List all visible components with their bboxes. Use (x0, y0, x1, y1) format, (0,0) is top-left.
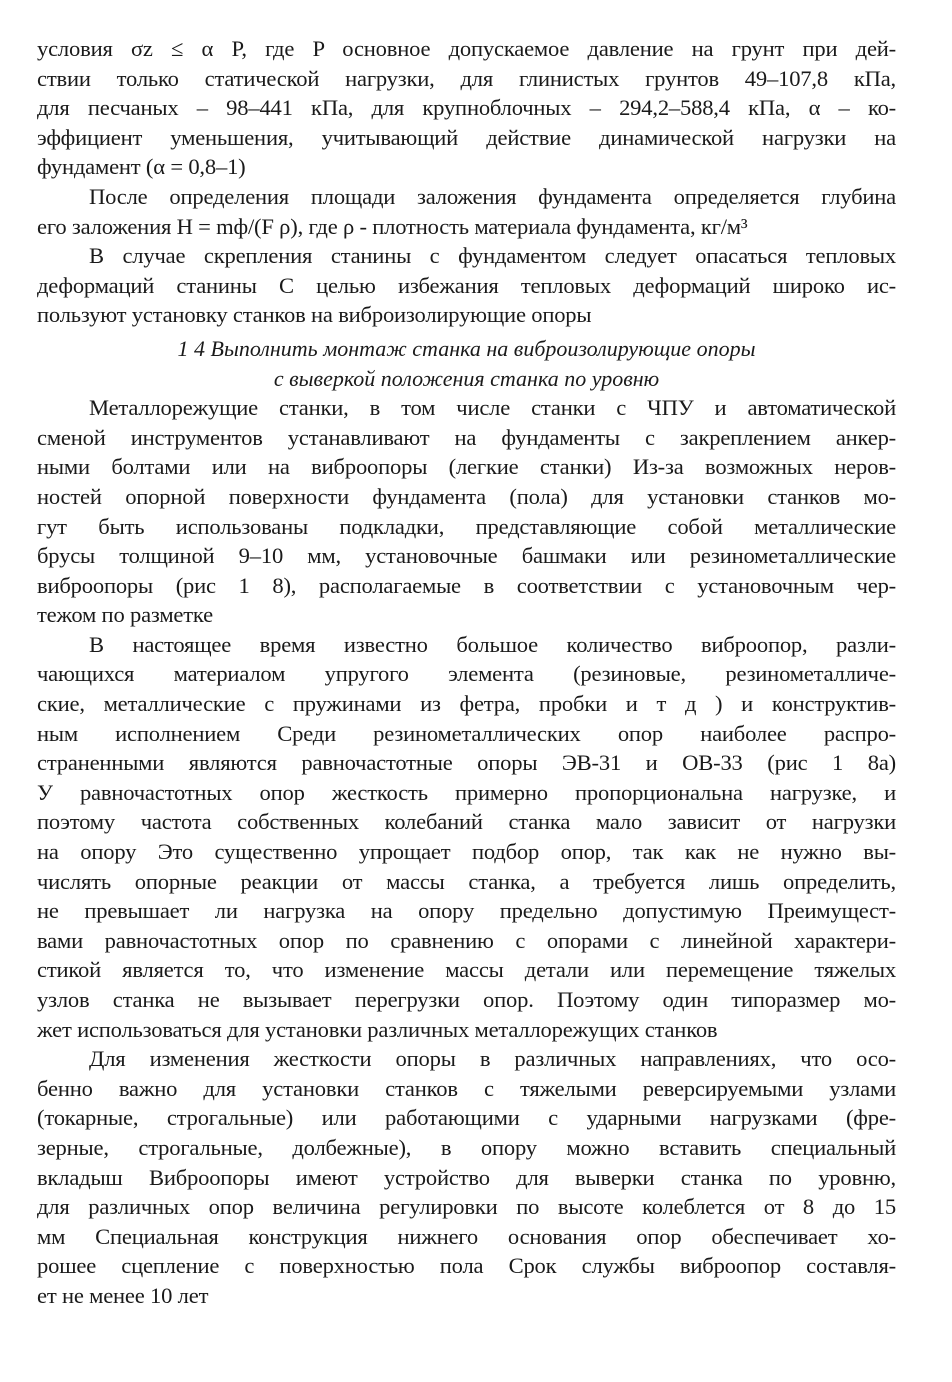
text-line: ными болтами или на виброопоры (легкие станки) Из-за возможных неров- (37, 454, 896, 480)
text-line: После определения площади заложения фундамента определяется глубина (89, 183, 896, 209)
text-line: Для изменения жесткости опоры в различных направлениях, что осо- (89, 1046, 896, 1072)
text-line: его заложения H = mф/(F ρ), где ρ - плотность материала фундамента, кг/м³ (37, 213, 748, 239)
text-line: У равночастотных опор жесткость примерно пропорциональна нагрузке, и (37, 779, 896, 805)
text-line: ские, металлические с пружинами из фетра, пробки и т д ) и конструктив- (37, 691, 896, 717)
paragraph (37, 34, 896, 182)
text-line: стикой является то, что изменение массы детали или перемещение тяжелых (37, 957, 896, 983)
text-line: числять опорные реакции от массы станка, а требуется лишь определить, (37, 868, 896, 894)
section-heading (37, 334, 896, 393)
text-line: поэтому частота собственных колебаний станка мало зависит от нагрузки (37, 809, 896, 835)
text-line: страненными являются равночастотные опоры ЭВ-31 и ОВ-33 (рис 1 8а) (37, 750, 896, 776)
text-line: рошее сцепление с поверхностью пола Срок службы виброопор составля- (37, 1253, 896, 1279)
text-line: эффициент уменьшения, учитывающий действие динамической нагрузки на (37, 124, 896, 150)
text-line: зерные, строгальные, долбежные), в опору можно вставить специальный (37, 1134, 896, 1160)
text-line: чающихся материалом упругого элемента (резиновые, резинометалличе- (37, 661, 896, 687)
text-line: жет использоваться для установки различных металлорежущих станков (37, 1016, 718, 1042)
text-line: тежом по разметке (37, 602, 213, 628)
paragraph (37, 182, 896, 241)
text-line: Металлорежущие станки, в том числе станки с ЧПУ и автоматической (89, 395, 896, 421)
text-line: на опору Это существенно упрощает подбор опор, так как не нужно вы- (37, 839, 896, 865)
text-line: фундамент (α = 0,8–1) (37, 154, 246, 180)
text-line: вкладыш Виброопоры имеют устройство для выверки станка по уровню, (37, 1164, 896, 1190)
paragraph (37, 393, 896, 630)
text-line: ствии только статической нагрузки, для глинистых грунтов 49–107,8 кПа, (37, 65, 896, 91)
text-line: В случае скрепления станины с фундаментом следует опасаться тепловых (89, 243, 896, 269)
text-line: узлов станка не вызывает перегрузки опор. Поэтому один типоразмер мо- (37, 987, 896, 1012)
text-line: вами равночастотных опор по сравнению с опорами с линейной характери- (37, 927, 896, 953)
section-heading-line: с выверкой положения станка по уровню (273, 365, 660, 391)
text-line: В настоящее время известно большое количество виброопор, разли- (89, 631, 896, 657)
text-line: мм Специальная конструкция нижнего основания опор обеспечивает хо- (37, 1223, 896, 1249)
text-line: (токарные, строгальные) или работающими с ударными нагрузками (фре- (37, 1105, 896, 1131)
text-line: ет не менее 10 лет (37, 1282, 209, 1308)
text-line: условия σz ≤ α P, где P основное допускаемое давление на грунт при дей- (37, 36, 896, 61)
text-line: виброопоры (рис 1 8), располагаемые в соответствии с установочным чер- (37, 572, 896, 598)
text-line: деформаций станины С целью избежания тепловых деформаций широко ис- (37, 272, 896, 298)
text-line: ностей опорной поверхности фундамента (пола) для установки станков мо- (37, 483, 896, 509)
paragraph (37, 1044, 896, 1310)
text-line: сменой инструментов устанавливают на фундаменты с закреплением анкер- (37, 424, 896, 450)
text-line: бенно важно для установки станков с тяжелыми реверсируемыми узлами (37, 1075, 896, 1101)
text-line: ным исполнением Среди резинометаллических опор наиболее распро- (37, 720, 896, 746)
text-line: для песчаных – 98–441 кПа, для крупноблочных – 294,2–588,4 кПа, α – ко- (37, 95, 896, 121)
text-line: пользуют установку станков на виброизолирующие опоры (37, 302, 592, 328)
paragraph (37, 241, 896, 330)
text-line: для различных опор величина регулировки по высоте колеблется от 8 до 15 (37, 1194, 896, 1220)
section-heading-line: 1 4 Выполнить монтаж станка на виброизолирующие опоры (177, 335, 756, 361)
paragraph (37, 630, 896, 1044)
text-line: гут быть использованы подкладки, представляющие собой металлические (37, 513, 896, 539)
text-line: брусы толщиной 9–10 мм, установочные башмаки или резинометаллические (37, 543, 896, 569)
text-line: не превышает ли нагрузка на опору предельно допустимую Преимущест- (37, 898, 896, 924)
